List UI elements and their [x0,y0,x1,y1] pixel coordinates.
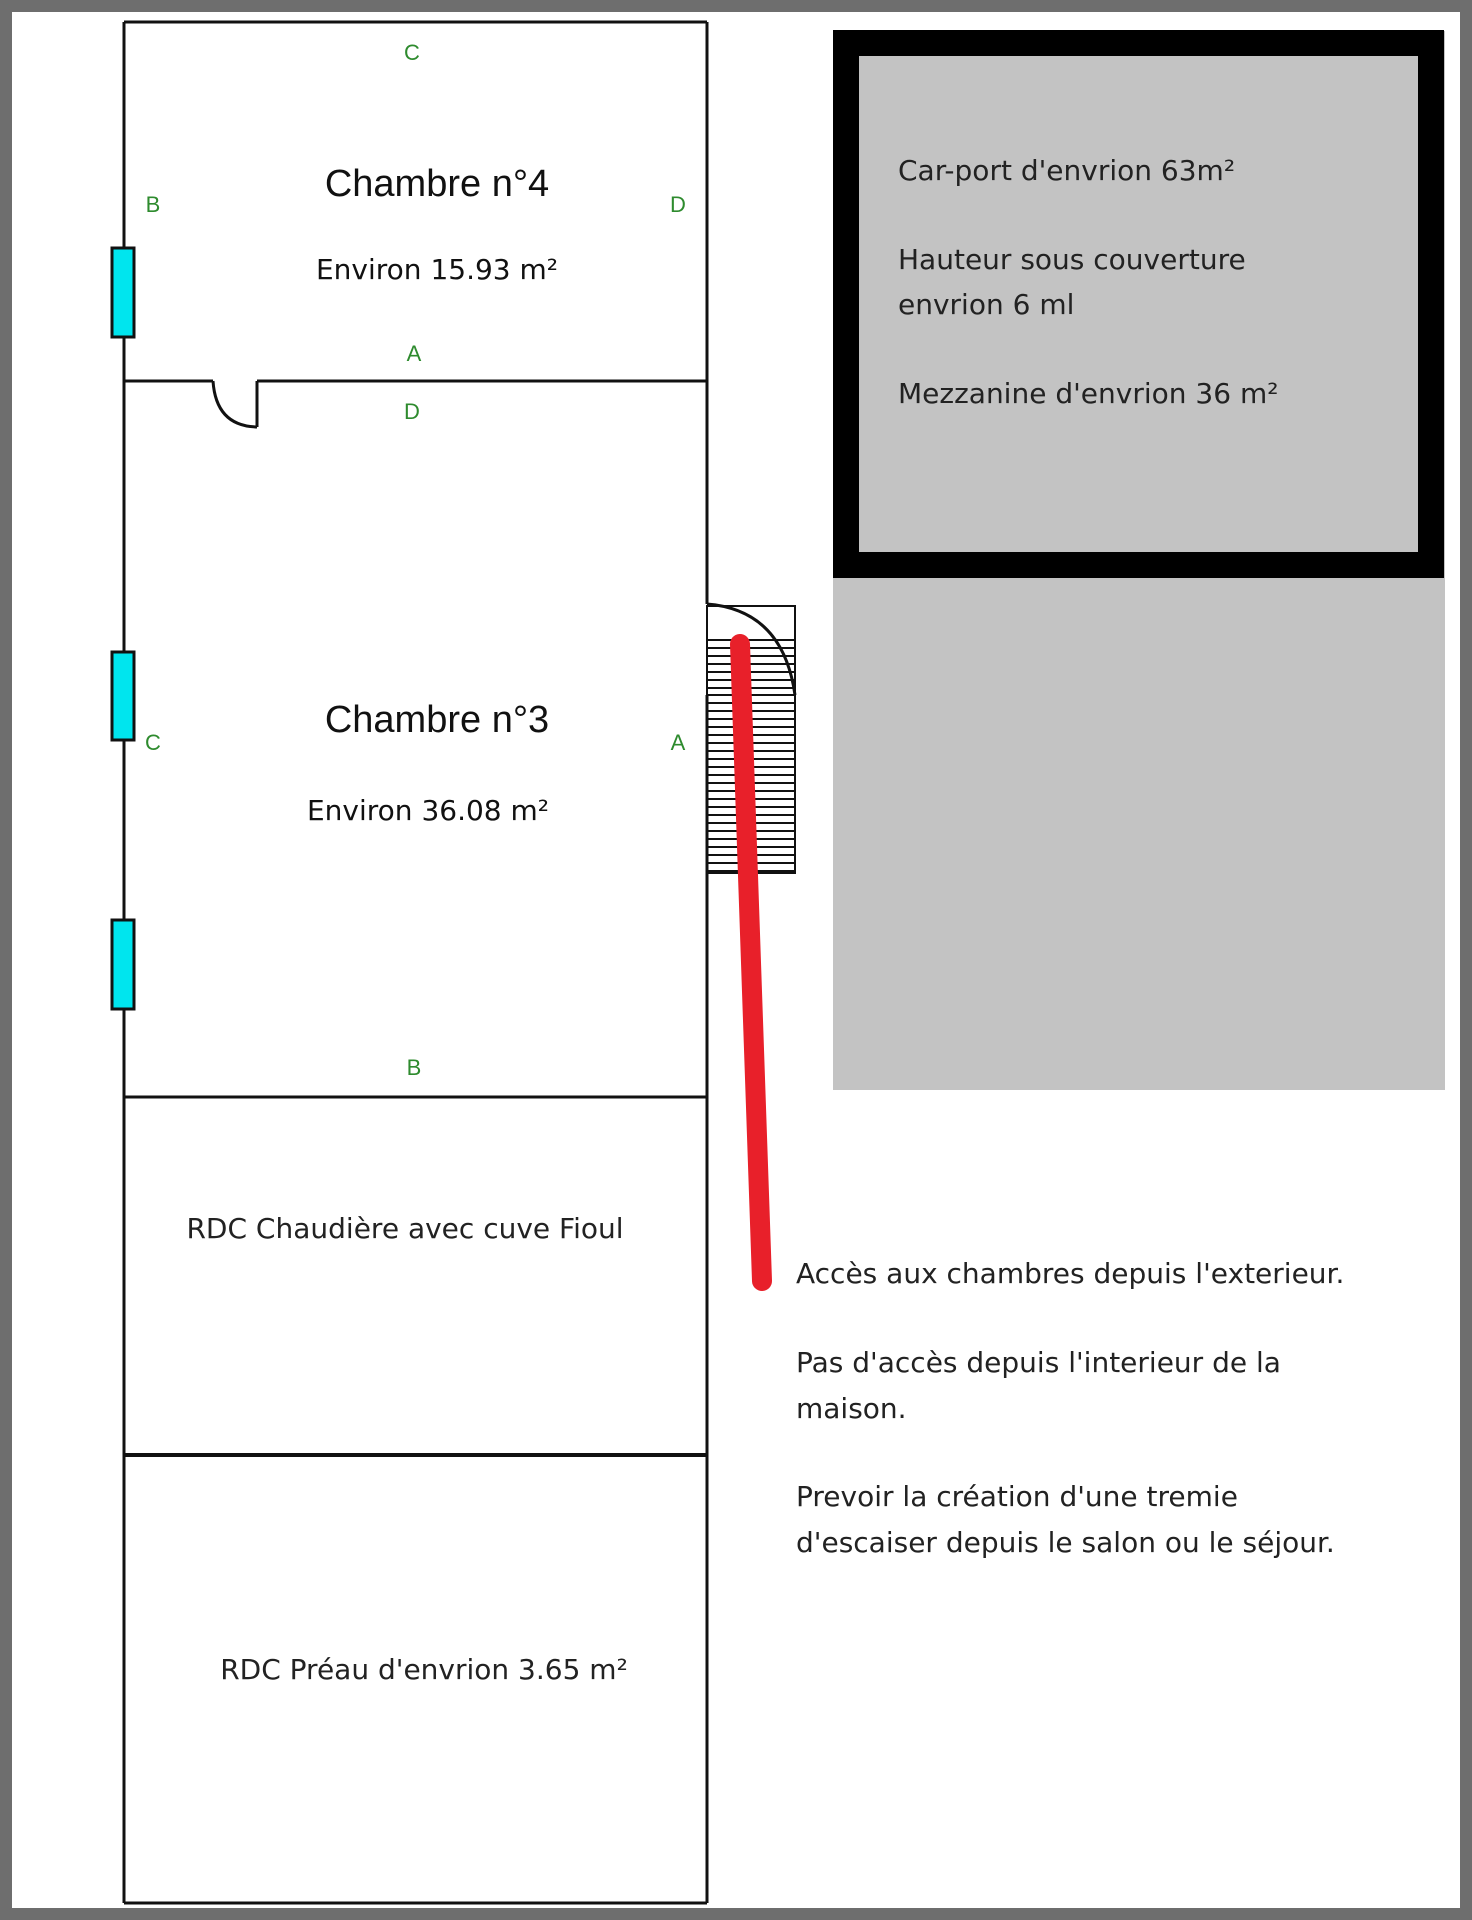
wall-letter-right: D [670,192,686,217]
access-note [796,1257,1344,1559]
room-chambre-4 [146,40,686,366]
access-note-line: Pas d'accès depuis l'interieur de la [796,1346,1281,1379]
mezzanine-label: Mezzanine d'envrion 36 m² [898,377,1279,410]
window-chambre4 [112,248,134,337]
wall-letter-top: C [404,40,420,65]
room-area: Environ 36.08 m² [306,794,550,827]
access-note-line: Accès aux chambres depuis l'exterieur. [796,1257,1345,1290]
door-swing [213,381,257,427]
access-note-line: Prevoir la création d'une tremie [796,1480,1238,1513]
wall-letter-left: C [145,730,161,755]
room-title: Chambre n°3 [324,699,550,741]
wall-letter-bottom: B [406,1055,422,1080]
access-path-line [740,644,762,1281]
window-chambre3-upper [112,652,134,740]
room-area: Environ 15.93 m² [315,253,559,286]
wall-letter-bottom: A [406,341,422,366]
carport [833,31,1445,1090]
room-title: Chambre n°4 [324,163,550,205]
wall-letter-top: D [404,399,420,424]
building-walls [124,22,707,1903]
access-note-line: maison. [796,1392,907,1425]
carport-label: Car-port d'envrion 63m² [898,154,1236,187]
carport-height-label: Hauteur sous couverture [898,243,1246,276]
access-note-line: d'escaiser depuis le salon ou le séjour. [796,1526,1335,1559]
wall-letter-left: B [145,192,161,217]
carport-height-value: envrion 6 ml [898,288,1075,321]
room-chaudiere-label: RDC Chaudière avec cuve Fioul [186,1212,624,1245]
room-chambre-3 [145,399,686,1080]
wall-letter-right: A [670,730,686,755]
interior-door [213,381,257,427]
window-chambre3-lower [112,920,134,1009]
room-preau-label: RDC Préau d'envrion 3.65 m² [220,1653,628,1686]
